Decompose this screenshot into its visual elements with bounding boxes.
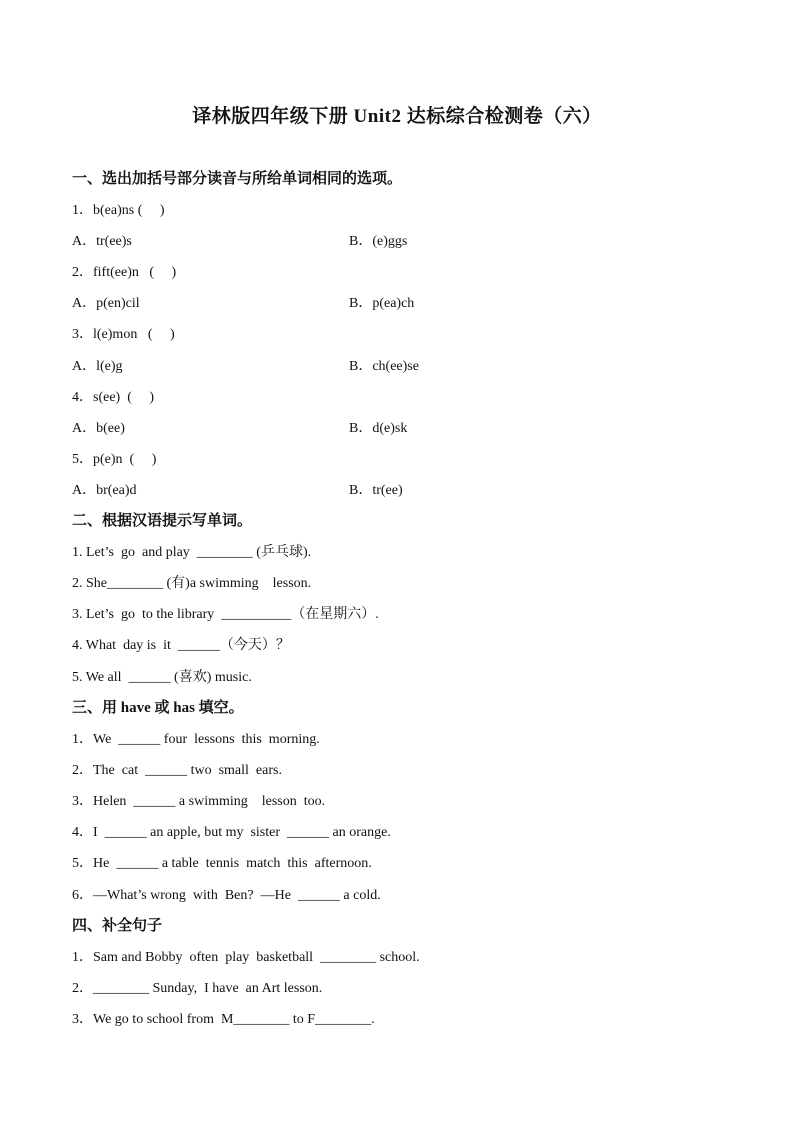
- question-stem: 1．b(ea)ns ( ): [72, 203, 165, 218]
- fill-in-item: 4．I ______ an apple, but my sister ______ an orange.: [72, 825, 391, 840]
- option-b: B．ch(ee)se: [349, 359, 419, 374]
- fill-in-item: 5．He ______ a table tennis match this afternoon.: [72, 856, 372, 871]
- question-stem: 3．l(e)mon ( ): [72, 327, 175, 342]
- option-a: A．l(e)g: [72, 359, 123, 374]
- section-3-heading: 三、用 have 或 has 填空。: [72, 700, 244, 716]
- fill-in-item: 2. She________ (有)a swimming lesson.: [72, 576, 312, 591]
- option-b: B．p(ea)ch: [349, 296, 415, 311]
- question-stem: 4．s(ee) ( ): [72, 390, 155, 405]
- fill-in-item: 2．________ Sunday, I have an Art lesson.: [72, 981, 323, 996]
- option-a: A．p(en)cil: [72, 296, 140, 311]
- fill-in-item: 1. Let’s go and play ________ (乒乓球).: [72, 545, 312, 560]
- section-4-heading: 四、补全句子: [72, 918, 163, 934]
- option-b: B．tr(ee): [349, 483, 403, 498]
- option-b: B．(e)ggs: [349, 234, 408, 249]
- fill-in-item: 4. What day is it ______（今天）？: [72, 638, 290, 653]
- option-a: A．b(ee): [72, 421, 125, 436]
- option-a: A．tr(ee)s: [72, 234, 132, 249]
- page-title: 译林版四年级下册 Unit2 达标综合检测卷（六）: [192, 106, 602, 127]
- fill-in-item: 6．—What’s wrong with Ben? —He ______ a cold.: [72, 888, 381, 903]
- fill-in-item: 3. Let’s go to the library __________（在星期六）.: [72, 607, 379, 622]
- fill-in-item: 3．Helen ______ a swimming lesson too.: [72, 794, 326, 809]
- question-stem: 2．fift(ee)n ( ): [72, 265, 177, 280]
- question-stem: 5．p(e)n ( ): [72, 452, 157, 467]
- fill-in-item: 5. We all ______ (喜欢) music.: [72, 670, 252, 685]
- section-1-heading: 一、选出加括号部分读音与所给单词相同的选项。: [72, 171, 403, 187]
- section-2-heading: 二、根据汉语提示写单词。: [72, 513, 253, 529]
- fill-in-item: 1．Sam and Bobby often play basketball ________ school.: [72, 950, 420, 965]
- fill-in-item: 3．We go to school from M________ to F________.: [72, 1012, 375, 1027]
- fill-in-item: 2．The cat ______ two small ears.: [72, 763, 282, 778]
- fill-in-item: 1．We ______ four lessons this morning.: [72, 732, 320, 747]
- option-a: A．br(ea)d: [72, 483, 137, 498]
- option-b: B．d(e)sk: [349, 421, 408, 436]
